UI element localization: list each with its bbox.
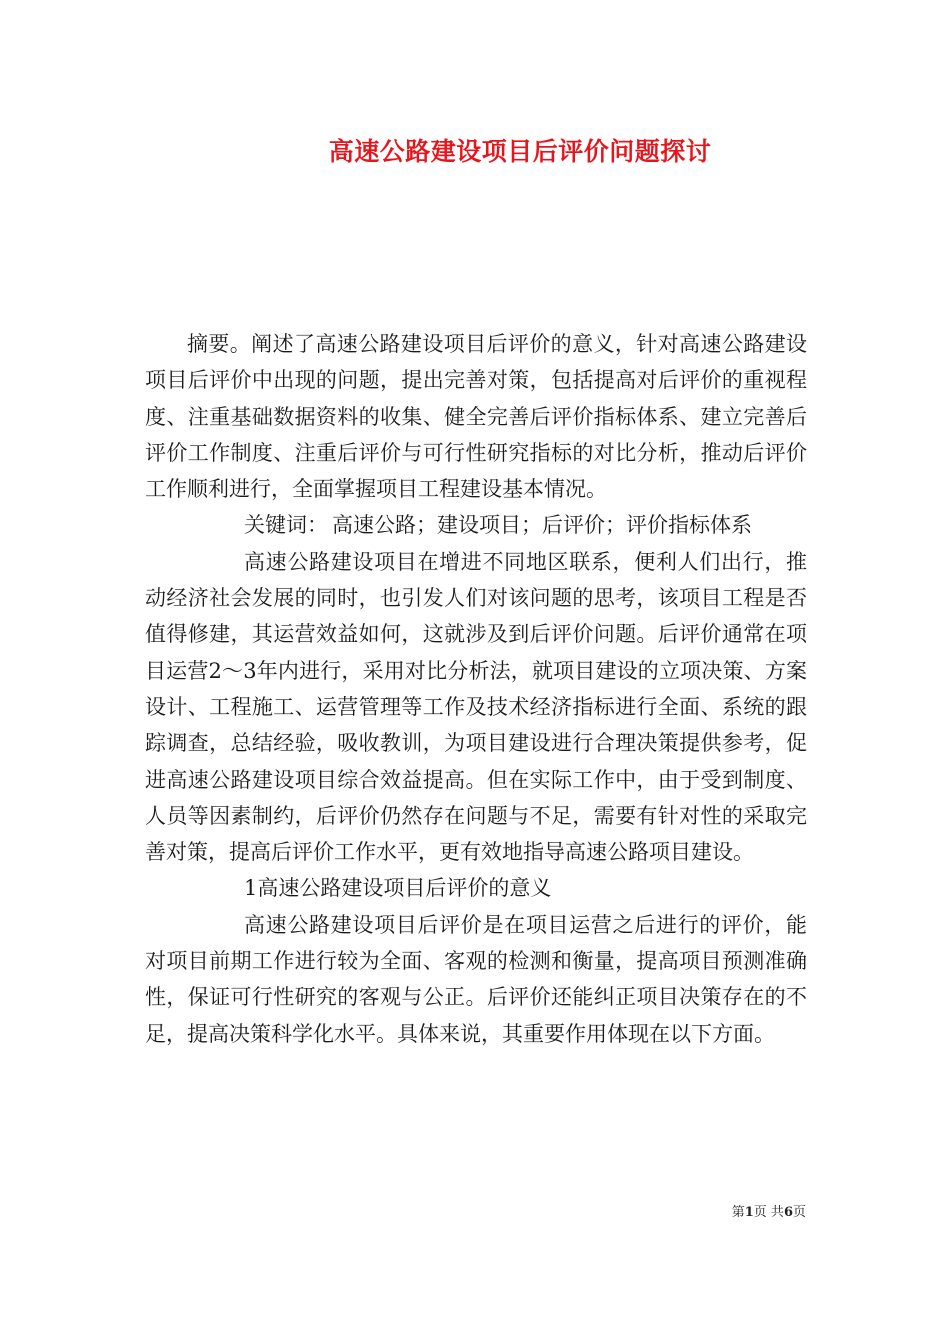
footer-current-page: 1 (744, 1205, 754, 1220)
keywords-line (145, 507, 807, 543)
footer-suffix: 页 (792, 1205, 806, 1220)
intro-paragraph: 高速公路建设项目在增进不同地区联系，便利人们出行，推动经济社会发展的同时，也引发人们对该问题的思考，该项目工程是否值得修建，其运营效益如何，这就涉及到后评价问题。后评价通常在项目运营2～3年内进行，采用对比分析法，就项目建设的立项决策、方案设计、工程施工、运营管理等工作及技术经济指标进行全面、系统的跟踪调查，总结经验，吸收教训，为项目建设进行合理决策提供参考，促进高速公路建设项目综合效益提高。但在实际工作中，由于受到制度、人员等因素制约，后评价仍然存在问题与不足，需要有针对性的采取完善对策，提高后评价工作水平，更有效地指导高速公路项目建设。 (145, 549, 807, 865)
keywords-value: 高速公路；建设项目；后评价；评价指标体系 (332, 513, 752, 538)
section-paragraph: 高速公路建设项目后评价是在项目运营之后进行的评价，能对项目前期工作进行较为全面、客观的检测和衡量，提高项目预测准确性，保证可行性研究的客观与公正。后评价还能纠正项目决策存在的不足，提高决策科学化水平。具体来说，其重要作用体现在以下方面。 (145, 912, 807, 1046)
abstract-paragraph: 摘要。阐述了高速公路建设项目后评价的意义，针对高速公路建设项目后评价中出现的问题，提出完善对策，包括提高对后评价的重视程度、注重基础数据资料的收集、健全完善后评价指标体系、建立完善后评价工作制度、注重后评价与可行性研究指标的对比分析，推动后评价工作顺利进行，全面掌握项目工程建设基本情况。 (145, 332, 807, 502)
footer-prefix: 第 (731, 1205, 745, 1220)
keywords-label: 关键词： (244, 513, 328, 538)
document-title: 高速公路建设项目后评价问题探讨 (328, 137, 712, 166)
footer-middle: 页 共 (753, 1205, 784, 1220)
page-footer (0, 1201, 806, 1220)
document-body (145, 326, 807, 1052)
footer-total-pages: 6 (783, 1205, 793, 1220)
section-heading: 1高速公路建设项目后评价的意义 (244, 876, 552, 901)
